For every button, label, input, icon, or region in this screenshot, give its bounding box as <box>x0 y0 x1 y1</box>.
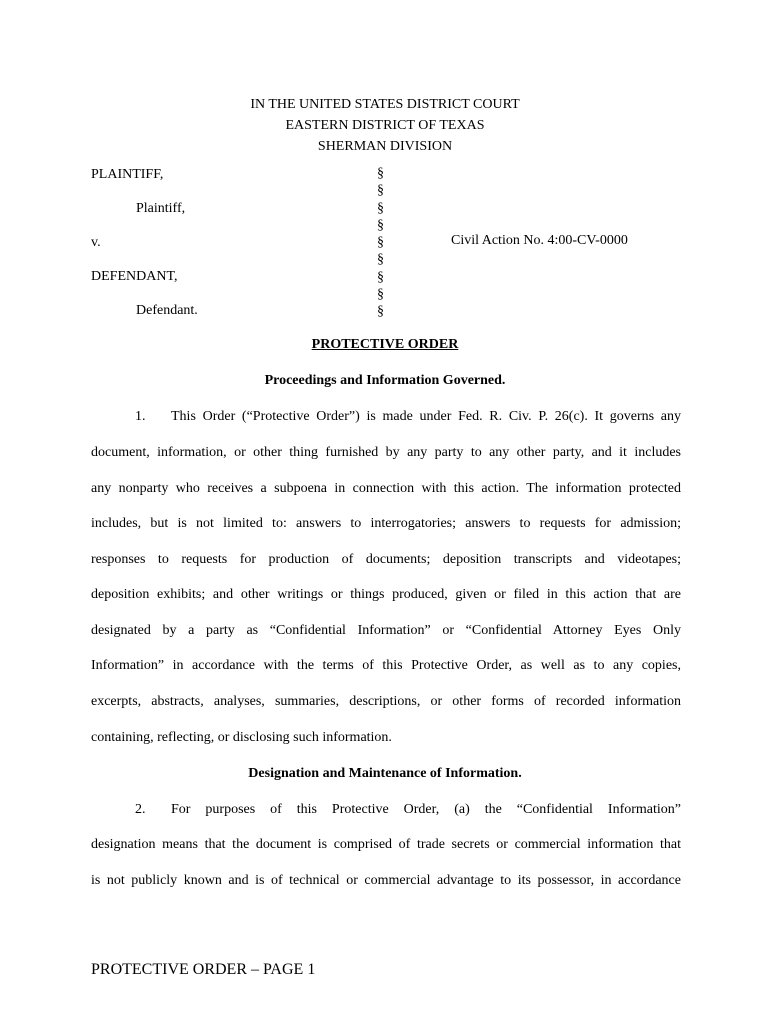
division-name: SHERMAN DIVISION <box>317 139 453 154</box>
section-symbol: § <box>377 200 384 216</box>
paragraph-1-line: responses to requests for production of documents; deposition transcripts and videotapes; <box>91 552 681 567</box>
paragraph-1-line: 1. This Order (“Protective Order”) is made under Fed. R. Civ. P. 26(c). It governs any <box>135 409 681 424</box>
order-title: PROTECTIVE ORDER <box>311 337 459 352</box>
district-name: EASTERN DISTRICT OF TEXAS <box>285 118 485 133</box>
paragraph-2-line: is not publicly known and is of technical or commercial advantage to its possessor, in accordance <box>91 873 681 888</box>
plaintiff-heading: PLAINTIFF, <box>91 167 164 182</box>
section-symbol: § <box>377 269 384 285</box>
paragraph-1-line: deposition exhibits; and other writings or things produced, given or filed in this action that are <box>91 587 681 602</box>
section-symbol: § <box>377 217 384 233</box>
section-symbol: § <box>377 166 384 181</box>
section-symbol-column <box>377 165 391 321</box>
court-name: IN THE UNITED STATES DISTRICT COURT <box>250 97 520 112</box>
section-symbol: § <box>377 183 384 199</box>
paragraph-2-number: 2. <box>135 802 146 817</box>
paragraph-1-line: Information” in accordance with the terms of this Protective Order, as well as to any copies, <box>91 658 681 673</box>
page-footer: PROTECTIVE ORDER – PAGE 1 <box>91 961 316 978</box>
section-symbol: § <box>377 304 384 320</box>
defendant-heading: DEFENDANT, <box>91 269 178 284</box>
paragraph-1-line: any nonparty who receives a subpoena in connection with this action. The information protected <box>91 481 681 496</box>
designation-heading: Designation and Maintenance of Information. <box>248 766 522 781</box>
paragraph-1-number: 1. <box>135 409 146 424</box>
paragraph-1-line: excerpts, abstracts, analyses, summaries, descriptions, or other forms of recorded information <box>91 694 681 709</box>
plaintiff-role: Plaintiff, <box>136 201 186 216</box>
paragraph-1-line: designated by a party as “Confidential Information” or “Confidential Attorney Eyes Only <box>91 623 681 638</box>
paragraph-1-line: includes, but is not limited to: answers to interrogatories; answers to requests for admission; <box>91 516 681 531</box>
section-symbol: § <box>377 235 384 251</box>
civil-action-number: Civil Action No. 4:00-CV-0000 <box>451 233 628 248</box>
proceedings-heading: Proceedings and Information Governed. <box>264 373 506 388</box>
versus-label: v. <box>91 235 101 250</box>
defendant-role: Defendant. <box>136 303 198 318</box>
section-symbol: § <box>377 252 384 268</box>
court-caption <box>0 94 770 157</box>
section-symbol: § <box>377 287 384 303</box>
paragraph-2-line: designation means that the document is comprised of trade secrets or commercial information that <box>91 837 681 852</box>
paragraph-2-line: 2. For purposes of this Protective Order, (a) the “Confidential Information” <box>135 802 681 817</box>
paragraph-1-line: containing, reflecting, or disclosing such information. <box>91 730 392 745</box>
paragraph-1-line: document, information, or other thing furnished by any party to any other party, and it includes <box>91 445 681 460</box>
